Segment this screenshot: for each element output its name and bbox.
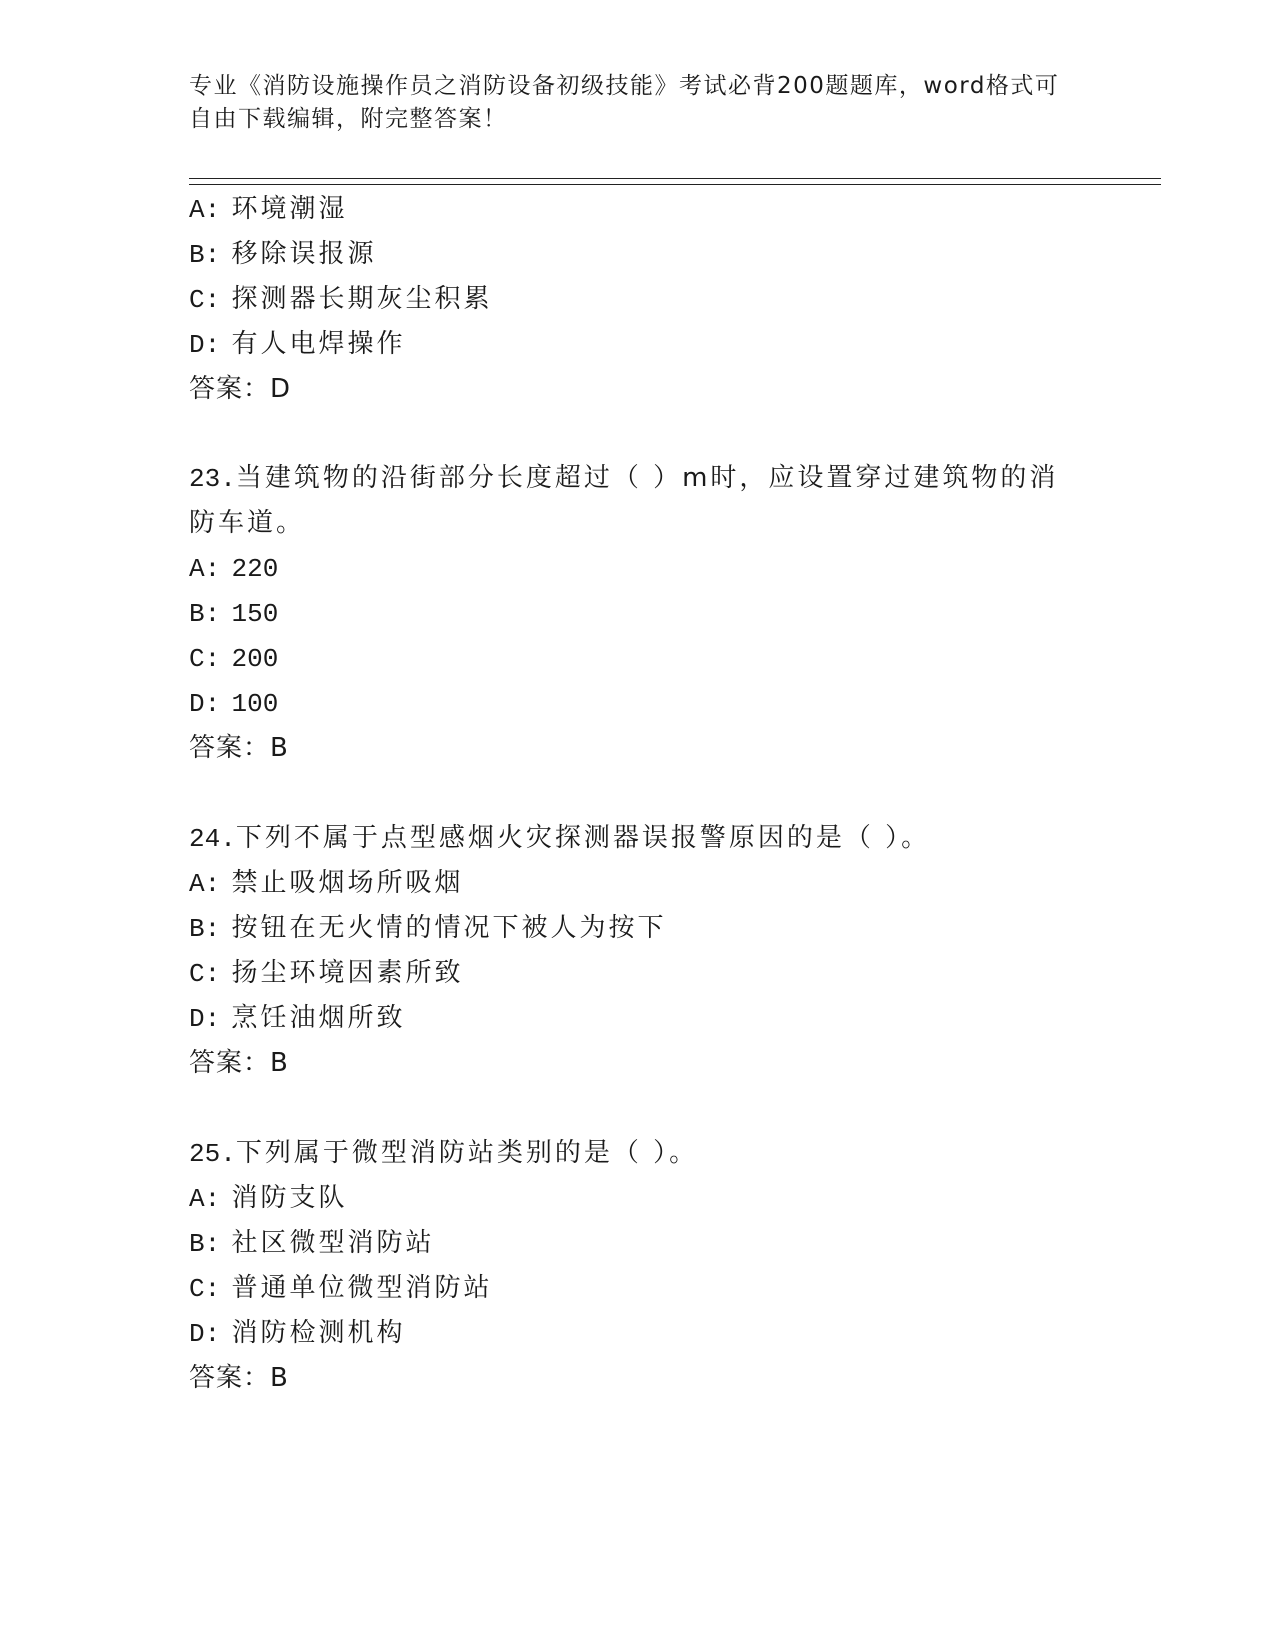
option-d: D: 有人电焊操作 (189, 329, 406, 360)
option-a: A: 220 (189, 554, 279, 584)
option-a: A: 禁止吸烟场所吸烟 (189, 868, 464, 899)
header-line-1: 专业《消防设施操作员之消防设备初级技能》考试必背200题题库，word格式可 (189, 73, 1060, 99)
option-b: B: 社区微型消防站 (189, 1228, 435, 1259)
option-c: C: 普通单位微型消防站 (189, 1273, 493, 1304)
option-a: A: 环境潮湿 (189, 194, 348, 225)
question-stem: 25.下列属于微型消防站类别的是（ ）。 (189, 1138, 699, 1169)
option-a: A: 消防支队 (189, 1183, 348, 1214)
header-divider-top (189, 178, 1161, 179)
answer-line: 答案：B (189, 733, 289, 763)
option-d: D: 消防检测机构 (189, 1318, 406, 1349)
option-b: B: 150 (189, 599, 279, 629)
option-c: C: 探测器长期灰尘积累 (189, 284, 493, 315)
option-c: C: 200 (189, 644, 279, 674)
answer-line: 答案：B (189, 1363, 289, 1393)
option-d: D: 100 (189, 689, 279, 719)
question-stem: 24.下列不属于点型感烟火灾探测器误报警原因的是（ ）。 (189, 823, 931, 854)
question-stem-continued: 防车道。 (189, 508, 306, 538)
question-stem: 23.当建筑物的沿街部分长度超过（ ）m时，应设置穿过建筑物的消 (189, 463, 1059, 494)
document-header (189, 70, 1089, 136)
answer-line: 答案：B (189, 1048, 289, 1078)
answer-line: 答案：D (189, 374, 292, 404)
option-c: C: 扬尘环境因素所致 (189, 958, 464, 989)
option-b: B: 按钮在无火情的情况下被人为按下 (189, 913, 667, 944)
header-line-2: 自由下载编辑，附完整答案！ (189, 106, 508, 132)
option-b: B: 移除误报源 (189, 239, 377, 270)
header-divider-bottom (189, 184, 1161, 185)
option-d: D: 烹饪油烟所致 (189, 1003, 406, 1034)
